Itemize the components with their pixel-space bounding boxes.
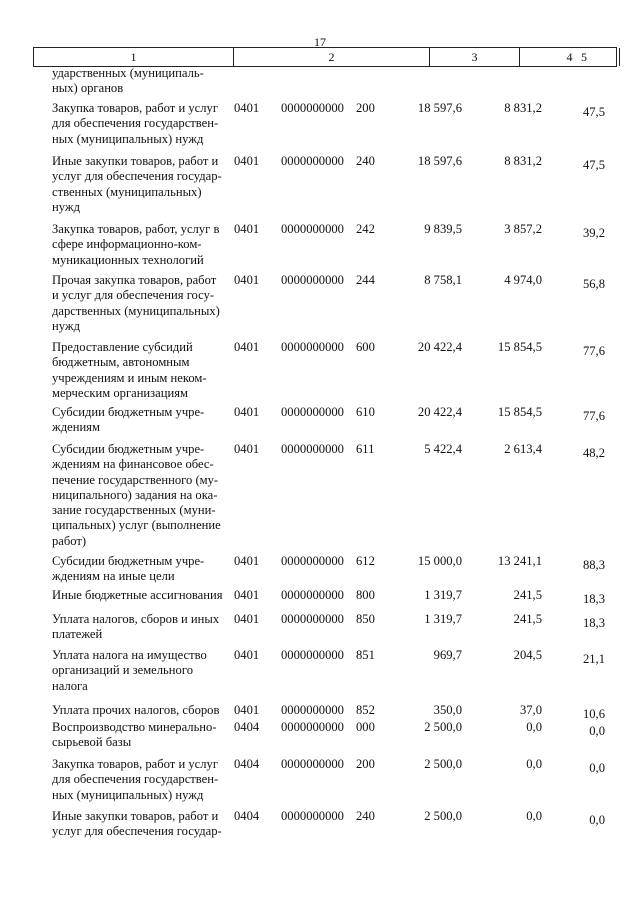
row-col-4: 4 974,0 bbox=[504, 273, 542, 287]
row-col-3: 20 422,4 bbox=[417, 405, 462, 419]
row-expense-type: 610 bbox=[356, 405, 375, 419]
row-col-5: 77,6 bbox=[582, 344, 605, 358]
header-col-1: 1 bbox=[34, 48, 234, 66]
row-col-5: 56,8 bbox=[582, 277, 605, 291]
row-col-5: 18,3 bbox=[582, 592, 605, 606]
row-expense-type: 800 bbox=[356, 588, 375, 602]
row-target-code: 0000000000 bbox=[281, 588, 344, 602]
row-col-5: 0,0 bbox=[589, 761, 605, 775]
row-col-5: 77,6 bbox=[582, 409, 605, 423]
header-col-5: 5 bbox=[581, 50, 587, 64]
row-expense-type: 850 bbox=[356, 612, 375, 626]
row-col-3: 969,7 bbox=[433, 648, 462, 662]
row-section: 0401 bbox=[234, 405, 260, 419]
row-col-3: 5 422,4 bbox=[424, 442, 462, 456]
row-expense-type: 611 bbox=[356, 442, 375, 456]
row-name: Уплата налогов, сборов и иных платежей bbox=[52, 612, 220, 642]
row-name: Иные бюджетные ассигнования bbox=[52, 588, 223, 602]
row-section: 0401 bbox=[234, 273, 260, 287]
row-col-5: 88,3 bbox=[582, 558, 605, 572]
row-target-code: 0000000000 bbox=[281, 648, 344, 662]
page-number: 17 bbox=[314, 35, 326, 49]
row-target-code: 0000000000 bbox=[281, 405, 344, 419]
row-section: 0404 bbox=[234, 757, 260, 771]
row-col-4: 8 831,2 bbox=[504, 101, 542, 115]
row-target-code: 0000000000 bbox=[281, 720, 344, 734]
row-section: 0401 bbox=[234, 154, 260, 168]
row-col-5: 39,2 bbox=[582, 226, 605, 240]
row-name: Воспроизводство минерально- сырьевой базы bbox=[52, 720, 217, 750]
row-expense-type: 240 bbox=[356, 809, 375, 823]
row-name: Закупка товаров, работ и услуг для обеспечения государствен- ных (муниципальных) нужд bbox=[52, 757, 219, 802]
row-name: Предоставление субсидий бюджетным, автономным учреждениям и иным неком- мерческим организациям bbox=[52, 340, 207, 400]
row-name: Уплата налога на имущество организаций и земельного налога bbox=[52, 648, 207, 693]
row-col-4: 3 857,2 bbox=[504, 222, 542, 236]
row-col-4: 2 613,4 bbox=[504, 442, 542, 456]
row-target-code: 0000000000 bbox=[281, 340, 344, 354]
row-section: 0404 bbox=[234, 809, 260, 823]
row-section: 0401 bbox=[234, 222, 260, 236]
row-target-code: 0000000000 bbox=[281, 809, 344, 823]
row-section: 0401 bbox=[234, 340, 260, 354]
row-expense-type: 852 bbox=[356, 703, 375, 717]
row-target-code: 0000000000 bbox=[281, 101, 344, 115]
row-name: Субсидии бюджетным учре- ждениям на иные цели bbox=[52, 554, 205, 584]
header-col-3: 3 bbox=[430, 48, 520, 66]
row-col-3: 20 422,4 bbox=[417, 340, 462, 354]
header-col-2: 2 bbox=[234, 48, 430, 66]
row-col-3: 1 319,7 bbox=[424, 612, 462, 626]
row-col-4: 15 854,5 bbox=[497, 340, 542, 354]
row-col-5: 47,5 bbox=[582, 158, 605, 172]
row-target-code: 0000000000 bbox=[281, 154, 344, 168]
row-name: Иные закупки товаров, работ и услуг для обеспечения государ- ственных (муниципальных) нужд bbox=[52, 154, 222, 214]
row-expense-type: 600 bbox=[356, 340, 375, 354]
row-col-5: 48,2 bbox=[582, 446, 605, 460]
row-target-code: 0000000000 bbox=[281, 612, 344, 626]
row-target-code: 0000000000 bbox=[281, 442, 344, 456]
row-col-4: 13 241,1 bbox=[497, 554, 542, 568]
row-col-5: 0,0 bbox=[589, 724, 605, 738]
row-section: 0401 bbox=[234, 101, 260, 115]
row-target-code: 0000000000 bbox=[281, 222, 344, 236]
row-col-4: 241,5 bbox=[513, 612, 542, 626]
table-header bbox=[33, 47, 617, 67]
row-col-4: 8 831,2 bbox=[504, 154, 542, 168]
row-col-3: 9 839,5 bbox=[424, 222, 462, 236]
row-name: Уплата прочих налогов, сборов bbox=[52, 703, 220, 717]
row-col-3: 18 597,6 bbox=[417, 101, 462, 115]
row-col-3: 8 758,1 bbox=[424, 273, 462, 287]
row-col-3: 2 500,0 bbox=[424, 720, 462, 734]
row-col-4: 0,0 bbox=[526, 809, 542, 823]
row-section: 0401 bbox=[234, 442, 260, 456]
row-target-code: 0000000000 bbox=[281, 554, 344, 568]
row-col-3: 18 597,6 bbox=[417, 154, 462, 168]
row-expense-type: 851 bbox=[356, 648, 375, 662]
row-name: Субсидии бюджетным учре- ждениям bbox=[52, 405, 205, 435]
row-expense-type: 200 bbox=[356, 101, 375, 115]
row-col-4: 0,0 bbox=[526, 757, 542, 771]
row-col-4: 15 854,5 bbox=[497, 405, 542, 419]
row-col-5: 10,6 bbox=[582, 707, 605, 721]
row-expense-type: 200 bbox=[356, 757, 375, 771]
row-name: Иные закупки товаров, работ и услуг для обеспечения государ- bbox=[52, 809, 222, 839]
header-col-4: 4 bbox=[520, 48, 620, 66]
row-section: 0401 bbox=[234, 648, 260, 662]
row-col-3: 350,0 bbox=[433, 703, 462, 717]
row-col-5: 47,5 bbox=[582, 105, 605, 119]
row-section: 0404 bbox=[234, 720, 260, 734]
row-col-5: 18,3 bbox=[582, 616, 605, 630]
row-col-4: 0,0 bbox=[526, 720, 542, 734]
row-target-code: 0000000000 bbox=[281, 703, 344, 717]
row-expense-type: 240 bbox=[356, 154, 375, 168]
row-expense-type: 612 bbox=[356, 554, 375, 568]
row-target-code: 0000000000 bbox=[281, 273, 344, 287]
row-section: 0401 bbox=[234, 554, 260, 568]
row-target-code: 0000000000 bbox=[281, 757, 344, 771]
row-expense-type: 000 bbox=[356, 720, 375, 734]
row-col-4: 37,0 bbox=[519, 703, 542, 717]
row-name: Закупка товаров, работ, услуг в сфере информационно-ком- муникационных технологий bbox=[52, 222, 220, 267]
row-col-5: 0,0 bbox=[589, 813, 605, 827]
row-col-4: 204,5 bbox=[513, 648, 542, 662]
row-expense-type: 244 bbox=[356, 273, 375, 287]
row-name: Закупка товаров, работ и услуг для обеспечения государствен- ных (муниципальных) нужд bbox=[52, 101, 219, 146]
row-name: Прочая закупка товаров, работ и услуг для обеспечения госу- дарственных (муниципальных) нужд bbox=[52, 273, 220, 333]
row-col-3: 15 000,0 bbox=[417, 554, 462, 568]
row-name: Субсидии бюджетным учре- ждениям на финансовое обес- печение государственного (му- ниципального) задания на ока- зание государственных (муни- ципальных) услуг (выполнение работ) bbox=[52, 442, 221, 548]
row-col-3: 2 500,0 bbox=[424, 757, 462, 771]
row-col-4: 241,5 bbox=[513, 588, 542, 602]
row-col-3: 2 500,0 bbox=[424, 809, 462, 823]
row-section: 0401 bbox=[234, 612, 260, 626]
row-col-3: 1 319,7 bbox=[424, 588, 462, 602]
row-expense-type: 242 bbox=[356, 222, 375, 236]
continuation-text: ударственных (муниципаль- ных) органов bbox=[52, 66, 204, 96]
row-col-5: 21,1 bbox=[582, 652, 605, 666]
row-section: 0401 bbox=[234, 588, 260, 602]
row-section: 0401 bbox=[234, 703, 260, 717]
